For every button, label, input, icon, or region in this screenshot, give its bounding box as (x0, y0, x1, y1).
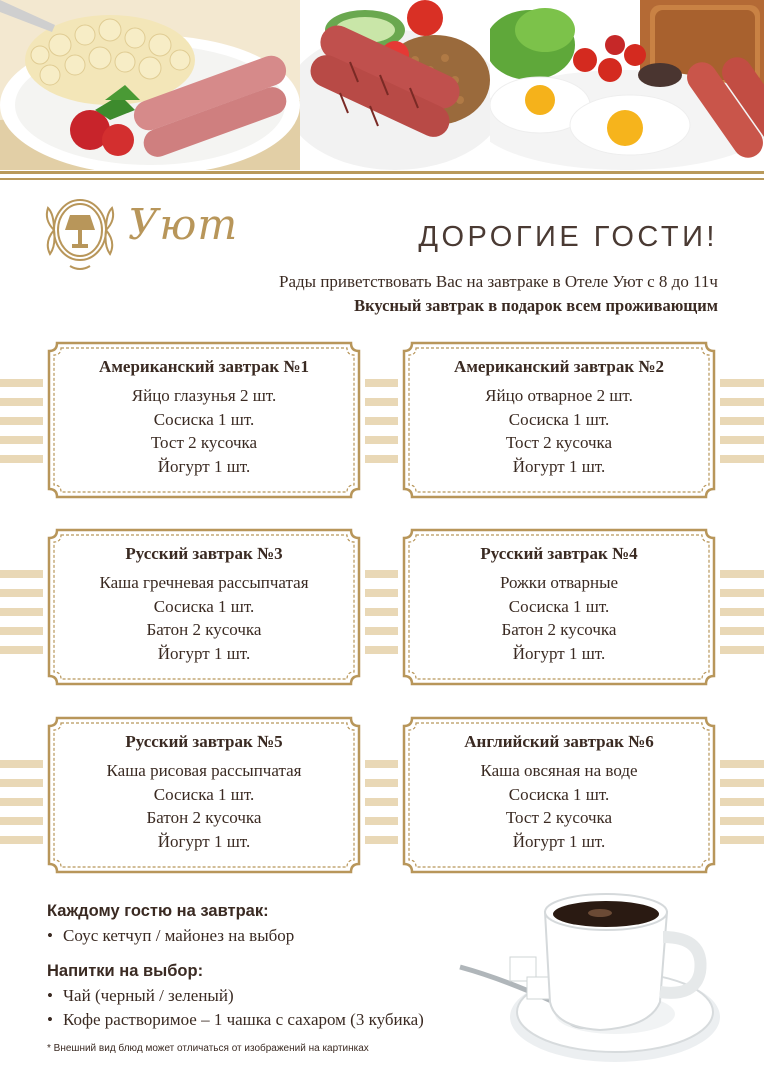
menu-card-item: Батон 2 кусочка (146, 808, 262, 827)
menu-card-item: Сосиска 1 шт. (153, 409, 255, 429)
menu-card-item: Йогурт 1 шт. (157, 831, 251, 851)
menu-card-item: Йогурт 1 шт. (512, 831, 606, 851)
menu-card-title: Русский завтрак №3 (125, 544, 283, 563)
fried-eggs-breakfast-photo (490, 0, 764, 170)
extras-title: Каждому гостю на завтрак: (47, 902, 269, 920)
menu-card-item: Сосиска 1 шт. (153, 596, 255, 616)
menu-card-title: Американский завтрак №2 (454, 357, 664, 376)
welcome-text: Рады приветствовать Вас на завтраке в Отеле Уют с 8 до 11ч (279, 272, 718, 291)
page-title: ДОРОГИЕ ГОСТИ! (418, 221, 718, 253)
footnote: * Внешний вид блюд может отличаться от изображений на картинках (47, 1043, 369, 1054)
menu-card (43, 712, 365, 878)
menu-card-title: Английский завтрак №6 (464, 732, 654, 751)
menu-card (398, 712, 720, 878)
sausages-with-buckwheat-photo (300, 0, 490, 170)
drinks-item: • Чай (черный / зеленый) (47, 986, 234, 1005)
menu-card-item: Яйцо глазунья 2 шт. (131, 386, 277, 405)
drinks-title: Напитки на выбор: (47, 962, 204, 980)
drinks-item: • Кофе растворимое – 1 чашка с сахаром (3 кубика) (47, 1010, 424, 1029)
menu-card-item: Йогурт 1 шт. (157, 456, 251, 476)
menu-card-title: Русский завтрак №5 (125, 732, 283, 751)
logo-text: Уют (128, 200, 239, 249)
menu-card-item: Батон 2 кусочка (146, 620, 262, 639)
header-divider-line-thin (0, 178, 764, 180)
menu-card-title: Американский завтрак №1 (99, 357, 309, 376)
lamp-emblem-icon (40, 190, 128, 275)
menu-card (398, 337, 720, 503)
menu-card-item: Тост 2 кусочка (150, 433, 258, 452)
menu-card-item: Яйцо отварное 2 шт. (485, 386, 633, 405)
menu-card-item: Сосиска 1 шт. (508, 409, 610, 429)
menu-card-item: Сосиска 1 шт. (508, 784, 610, 804)
menu-card-item: Сосиска 1 шт. (508, 596, 610, 616)
menu-card-item: Тост 2 кусочка (505, 433, 613, 452)
menu-card-title: Русский завтрак №4 (480, 544, 638, 563)
menu-card-item: Сосиска 1 шт. (153, 784, 255, 804)
menu-card (398, 524, 720, 690)
menu-card-item: Каша рисовая рассыпчатая (106, 761, 302, 780)
menu-card (43, 524, 365, 690)
menu-card-item: Тост 2 кусочка (505, 808, 613, 827)
menu-card-item: Рожки отварные (499, 573, 619, 592)
extras-item: • Соус кетчуп / майонез на выбор (47, 926, 295, 945)
menu-card-item: Йогурт 1 шт. (512, 643, 606, 663)
menu-card (43, 337, 365, 503)
hotel-logo (40, 190, 280, 275)
pasta-with-sausages-photo (0, 0, 300, 170)
food-photo-strip (0, 0, 764, 170)
menu-card-item: Каша гречневая рассыпчатая (99, 573, 309, 592)
menu-card-item: Йогурт 1 шт. (157, 643, 251, 663)
menu-card-item: Каша овсяная на воде (480, 761, 638, 780)
menu-card-item: Батон 2 кусочка (501, 620, 617, 639)
header-divider-line (0, 171, 764, 174)
coffee-cup-photo (455, 882, 735, 1067)
gift-text: Вкусный завтрак в подарок всем проживающим (354, 296, 718, 315)
menu-card-item: Йогурт 1 шт. (512, 456, 606, 476)
